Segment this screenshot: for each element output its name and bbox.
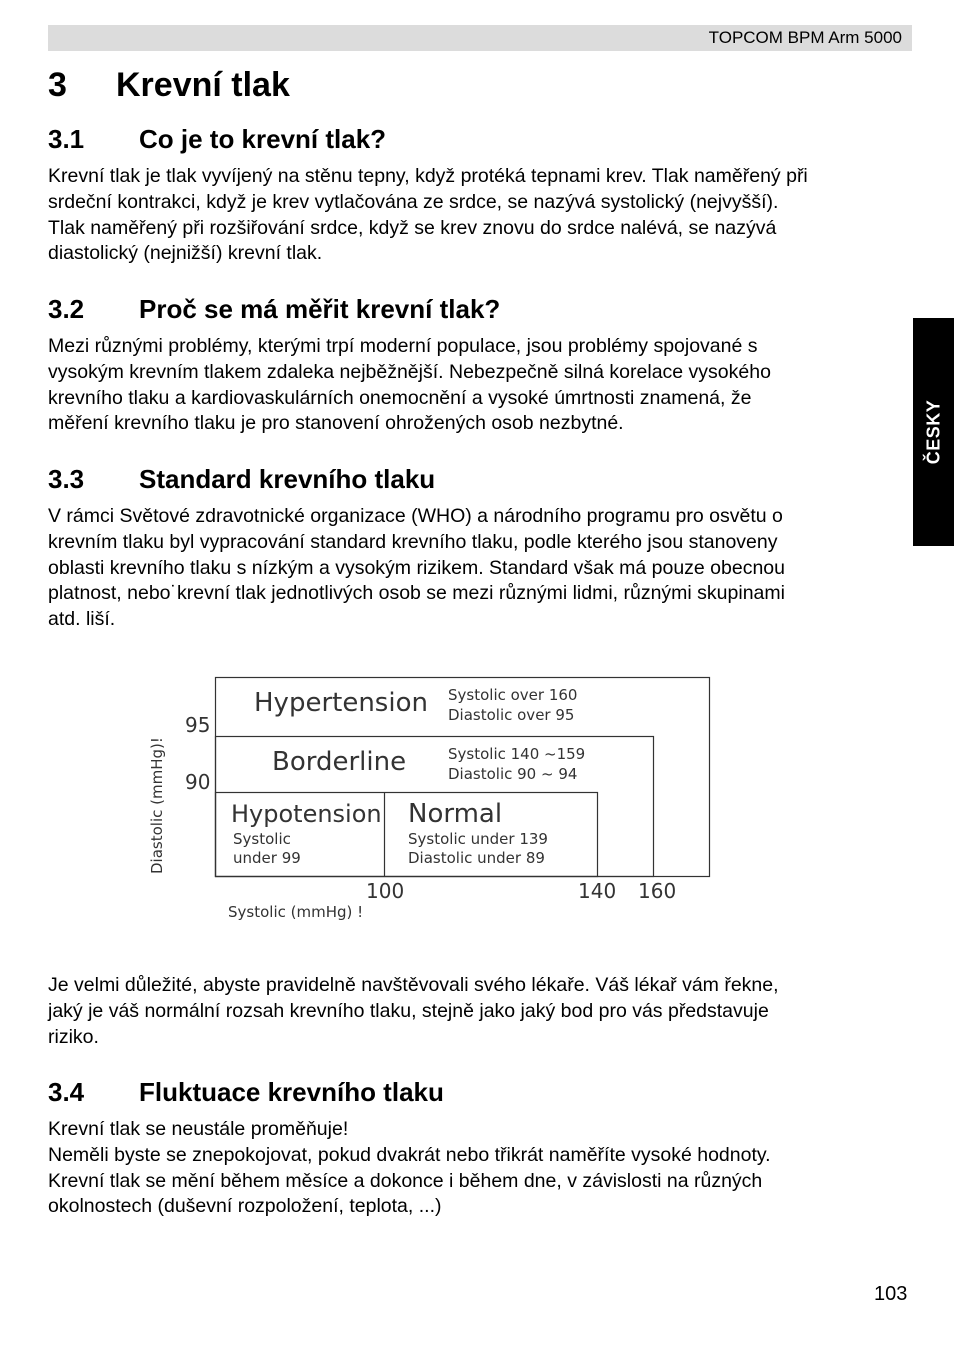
text-line: okolnostech (duševní rozpoložení, teplota, ...) bbox=[48, 1195, 442, 1218]
section-heading-3-2 bbox=[48, 294, 500, 325]
hypotension-line1: Systolic bbox=[233, 830, 291, 848]
section-title: Co je to krevní tlak? bbox=[139, 124, 387, 154]
section-title: Proč se má měřit krevní tlak? bbox=[139, 294, 501, 324]
section-3-3-paragraph bbox=[48, 504, 914, 633]
section-3-2-paragraph bbox=[48, 334, 914, 437]
text-line: Krevní tlak se mění během měsíce a dokonce i během dne, v závislosti na různých bbox=[48, 1169, 763, 1192]
normal-label: Normal bbox=[408, 799, 503, 829]
section-heading-3-4 bbox=[48, 1077, 444, 1108]
section-number: 3.4 bbox=[48, 1077, 85, 1107]
text-line: srdeční kontrakci, když je krev vytlačována ze srdce, se nazývá systolický (nejvyšší). bbox=[48, 190, 779, 213]
hypertension-line1: Systolic over 160 bbox=[448, 686, 578, 704]
section-heading-3-1 bbox=[48, 124, 386, 155]
y-axis-label: Diastolic (mmHg)! bbox=[148, 737, 166, 874]
normal-line1: Systolic under 139 bbox=[408, 830, 548, 848]
x-tick-100: 100 bbox=[366, 879, 405, 903]
y-tick-95: 95 bbox=[185, 713, 211, 737]
text-line: platnost, nebo˙krevní tlak jednotlivých osob se mezi různými lidmi, různými skupinami bbox=[48, 582, 785, 605]
text-line: krevním tlaku byl vypracování standard krevního tlaku, podle kterého jsou stanoveny bbox=[48, 530, 778, 553]
text-line: měření krevního tlaku je pro stanovení ohrožených osob nezbytné. bbox=[48, 412, 624, 435]
text-line: V rámci Světové zdravotnické organizace (WHO) a národního programu pro osvětu o bbox=[48, 505, 783, 527]
section-number: 3.3 bbox=[48, 464, 85, 494]
text-line: Neměli byste se znepokojovat, pokud dvakrát nebo třikrát naměříte vysoké hodnoty. bbox=[48, 1143, 771, 1166]
borderline-line2: Diastolic 90 ~ 94 bbox=[448, 765, 578, 783]
language-tab-label: ČESKY bbox=[923, 399, 943, 465]
borderline-line1: Systolic 140 ~159 bbox=[448, 745, 586, 763]
hypotension-line2: under 99 bbox=[233, 849, 301, 867]
page-number: 103 bbox=[874, 1283, 908, 1305]
section-title: Fluktuace krevního tlaku bbox=[139, 1077, 444, 1107]
borderline-label: Borderline bbox=[272, 747, 407, 777]
x-axis-label: Systolic (mmHg) ! bbox=[228, 903, 364, 921]
text-line: oblasti krevního tlaku s nízkým a vysokým rizikem. Standard však má pouze obecnou bbox=[48, 556, 785, 579]
text-line: riziko. bbox=[48, 1025, 99, 1048]
section-title: Standard krevního tlaku bbox=[139, 464, 436, 494]
text-line: Mezi různými problémy, kterými trpí moderní populace, jsou problémy spojované s bbox=[48, 335, 758, 357]
section-3-3-followup-paragraph bbox=[48, 973, 914, 1050]
y-tick-90: 90 bbox=[185, 770, 211, 794]
x-tick-160: 160 bbox=[638, 879, 677, 903]
section-number: 3.2 bbox=[48, 294, 85, 324]
hypotension-label: Hypotension bbox=[231, 800, 382, 828]
hypertension-line2: Diastolic over 95 bbox=[448, 706, 575, 724]
normal-line2: Diastolic under 89 bbox=[408, 849, 545, 867]
text-line: Krevní tlak se neustále proměňuje! bbox=[48, 1118, 349, 1140]
section-3-4-paragraph bbox=[48, 1117, 914, 1220]
blood-pressure-diagram bbox=[150, 672, 720, 932]
text-line: diastolický (nejnižší) krevní tlak. bbox=[48, 242, 323, 265]
hypertension-label: Hypertension bbox=[254, 688, 428, 718]
product-name: TOPCOM BPM Arm 5000 bbox=[708, 28, 902, 47]
text-line: atd. liší. bbox=[48, 608, 116, 631]
text-line: vysokým krevním tlakem zdaleka nejběžnější. Nebezpečně silná korelace vysokého bbox=[48, 360, 771, 383]
chapter-heading bbox=[48, 66, 290, 105]
language-tab bbox=[913, 318, 954, 546]
section-number: 3.1 bbox=[48, 124, 85, 154]
chapter-number: 3 bbox=[48, 66, 67, 104]
section-3-1-paragraph bbox=[48, 164, 914, 267]
x-tick-140: 140 bbox=[578, 879, 617, 903]
text-line: Tlak naměřený při rozšiřování srdce, když se krev znovu do srdce nalévá, se nazývá bbox=[48, 216, 777, 239]
text-line: krevního tlaku a kardiovaskulárních onemocnění a vysoké úmrtnosti znamená, že bbox=[48, 386, 752, 409]
header-bar bbox=[48, 25, 912, 51]
section-heading-3-3 bbox=[48, 464, 435, 495]
text-line: jaký je váš normální rozsah krevního tlaku, stejně jako jaký bod pro vás představuje bbox=[48, 999, 769, 1022]
chapter-title: Krevní tlak bbox=[116, 66, 290, 104]
text-line: Krevní tlak je tlak vyvíjený na stěnu tepny, když protéká tepnami krev. Tlak naměřený při bbox=[48, 165, 808, 187]
text-line: Je velmi důležité, abyste pravidelně navštěvovali svého lékaře. Váš lékař vám řekne, bbox=[48, 974, 779, 996]
